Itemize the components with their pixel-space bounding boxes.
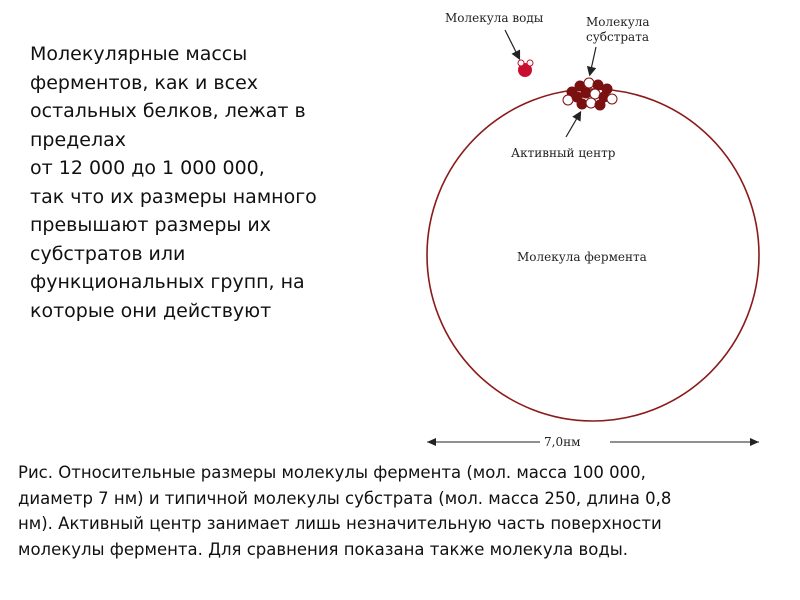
substrate-molecule — [563, 78, 617, 110]
active-center-arrow — [566, 113, 580, 137]
description-line: так что их размеры намного — [30, 185, 317, 208]
water-molecule — [518, 60, 533, 77]
caption-line: диаметр 7 нм) и типичной молекулы субстрата (мол. масса 250, длина 0,8 — [18, 488, 672, 508]
enzyme-label: Молекула фермента — [517, 250, 647, 264]
description-line: которые они действуют — [30, 299, 272, 322]
description-line: от 12 000 до 1 000 000, — [30, 157, 265, 179]
active-center-label: Активный центр — [511, 146, 616, 160]
description-line: функциональных групп, на — [30, 271, 305, 293]
caption-line: Рис. Относительные размеры молекулы фермента (мол. масса 100 000, — [18, 463, 646, 482]
description-line: остальных белков, лежат в — [30, 100, 306, 122]
description-line: Молекулярные массы — [30, 43, 248, 65]
water-label: Молекула воды — [445, 11, 544, 25]
caption-line: нм). Активный центр занимает лишь незначительную часть поверхности — [18, 514, 662, 533]
substrate-label-line1: Молекула — [586, 15, 650, 29]
scale-bar — [427, 435, 759, 449]
substrate-label-line2: субстрата — [586, 30, 649, 44]
description-line: превышают размеры их — [30, 214, 272, 236]
description-line: пределах — [30, 128, 127, 151]
description-line: субстратов или — [30, 242, 186, 265]
water-arrow — [505, 30, 519, 58]
caption-line: молекулы фермента. Для сравнения показана также молекула воды. — [18, 539, 629, 559]
scale-label: 7,0нм — [544, 435, 581, 449]
description-line: ферментов, как и всех — [30, 71, 259, 94]
figure-caption — [18, 460, 788, 562]
substrate-arrow — [590, 47, 596, 74]
